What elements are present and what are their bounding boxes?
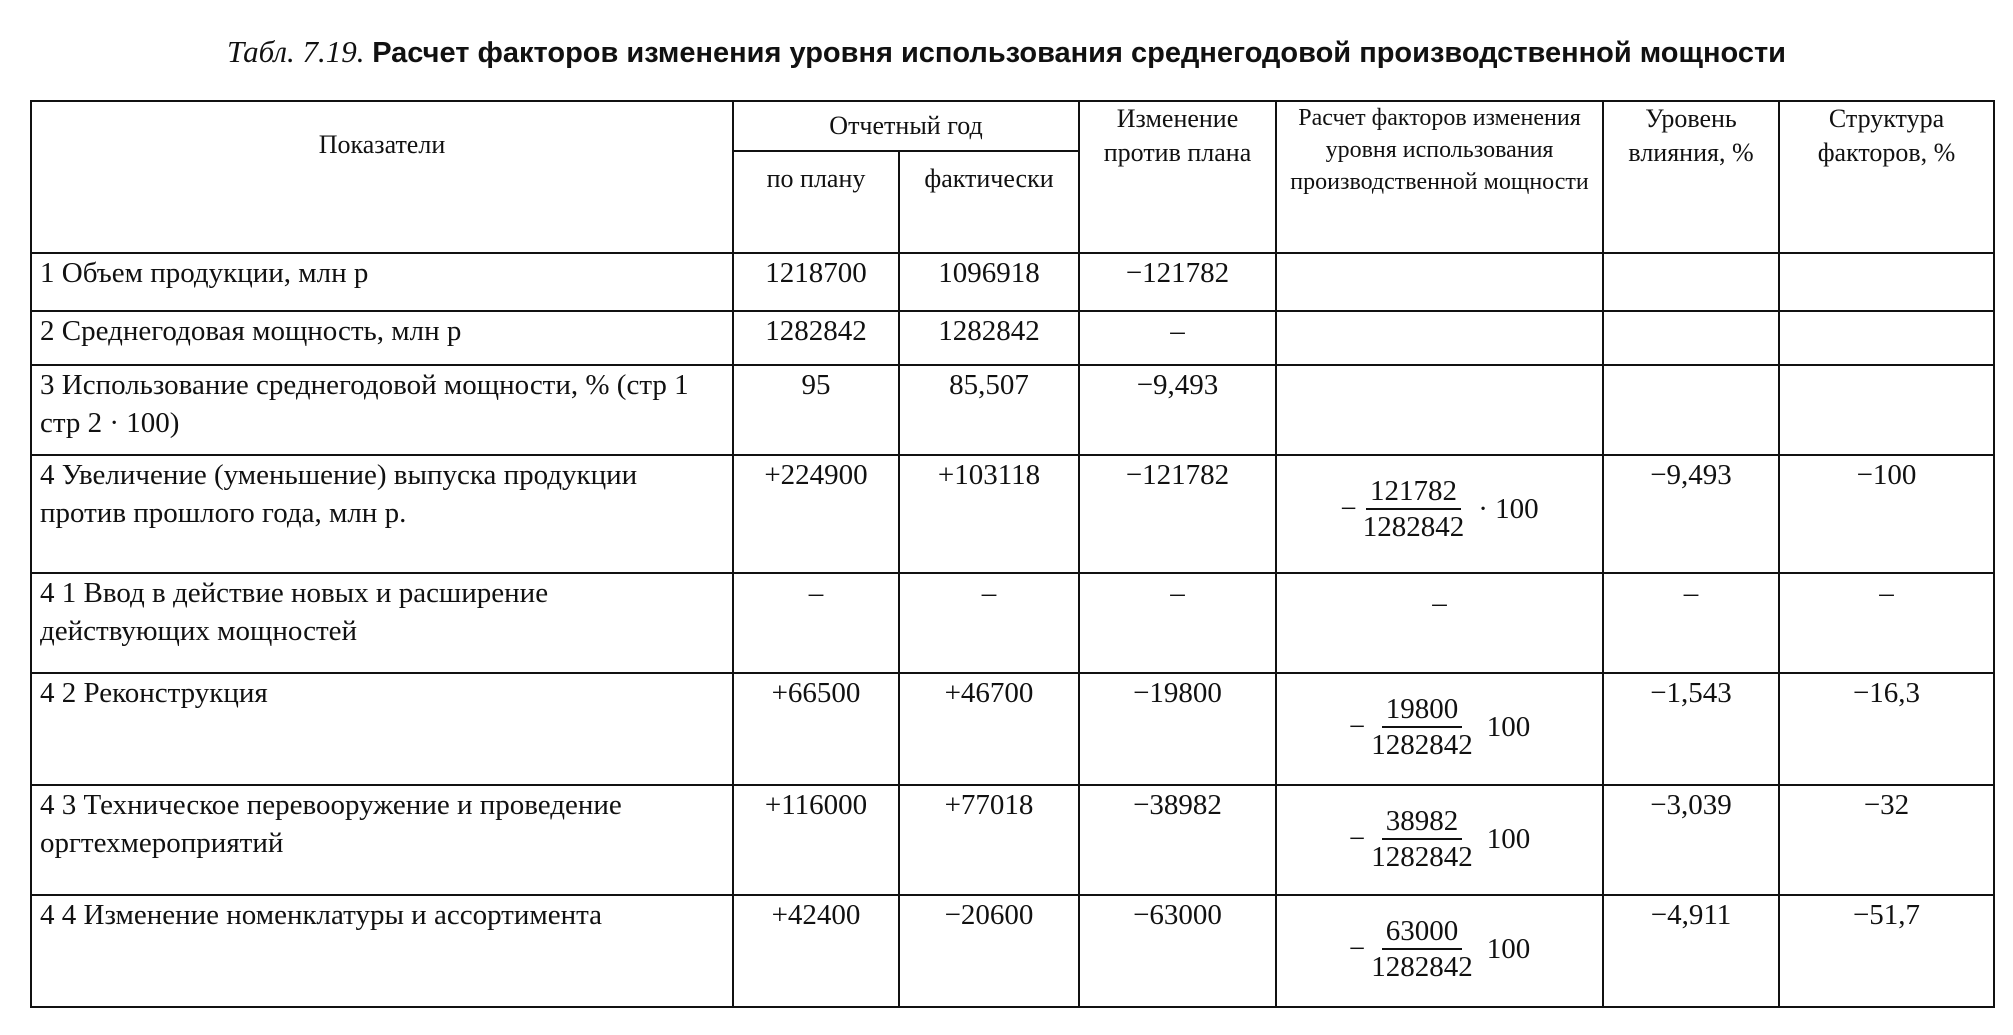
header-actual: фактически <box>899 151 1079 253</box>
row-label: 2 Среднегодовая мощность, млн р <box>31 311 733 365</box>
calc-formula <box>1276 455 1603 573</box>
fraction-numerator: 63000 <box>1382 914 1463 950</box>
actual-value: +77018 <box>899 785 1079 895</box>
row-label: 4 3 Техническое перевооружение и проведение оргтехмероприятий <box>31 785 733 895</box>
actual-value: 1096918 <box>899 253 1079 311</box>
header-structure: Структура факторов, % <box>1779 101 1994 253</box>
fraction-formula <box>1349 692 1530 762</box>
fraction-numerator: 38982 <box>1382 804 1463 840</box>
influence-value <box>1603 365 1779 455</box>
fraction-formula <box>1349 804 1530 874</box>
structure-value <box>1779 365 1994 455</box>
table-row <box>31 673 1994 785</box>
row-label: 4 1 Ввод в действие новых и расширение действующих мощностей <box>31 573 733 673</box>
header-influence: Уровень влияния, % <box>1603 101 1779 253</box>
structure-value: −16,3 <box>1779 673 1994 785</box>
calc-formula <box>1276 785 1603 895</box>
header-report-year: Отчетный год <box>733 101 1079 151</box>
calc-formula <box>1276 253 1603 311</box>
fraction-denominator: 1282842 <box>1371 951 1473 983</box>
header-indicators: Показатели <box>31 101 733 253</box>
fraction <box>1359 474 1469 544</box>
fraction-numerator: 19800 <box>1382 692 1463 728</box>
row-label: 4 4 Изменение номенклатуры и ассортимента <box>31 895 733 1007</box>
plan-value: +224900 <box>733 455 899 573</box>
actual-value: +46700 <box>899 673 1079 785</box>
structure-value: – <box>1779 573 1994 673</box>
influence-value <box>1603 253 1779 311</box>
minus-sign: − <box>1340 493 1357 525</box>
structure-value: −32 <box>1779 785 1994 895</box>
change-value: – <box>1079 311 1276 365</box>
plan-value: +116000 <box>733 785 899 895</box>
fraction-denominator: 1282842 <box>1371 841 1473 873</box>
table-row <box>31 311 1994 365</box>
header-change: Изменение против плана <box>1079 101 1276 253</box>
fraction <box>1367 914 1477 984</box>
minus-sign: − <box>1348 933 1366 965</box>
multiplier: 100 <box>1486 711 1531 743</box>
table-title <box>0 32 2013 73</box>
plan-value: +42400 <box>733 895 899 1007</box>
influence-value: −3,039 <box>1603 785 1779 895</box>
plan-value: 95 <box>733 365 899 455</box>
plan-value: +66500 <box>733 673 899 785</box>
minus-sign: − <box>1348 711 1366 743</box>
actual-value: −20600 <box>899 895 1079 1007</box>
table-row <box>31 455 1994 573</box>
influence-value <box>1603 311 1779 365</box>
factor-table <box>30 100 1995 1008</box>
influence-value: −4,911 <box>1603 895 1779 1007</box>
row-label: 4 2 Реконструкция <box>31 673 733 785</box>
multiplier: · 100 <box>1478 493 1539 525</box>
table-caption: Расчет факторов изменения уровня использования среднегодовой производственной мощности <box>372 37 1786 69</box>
fraction <box>1367 804 1477 874</box>
change-value: −38982 <box>1079 785 1276 895</box>
multiplier: 100 <box>1486 933 1531 965</box>
actual-value: 1282842 <box>899 311 1079 365</box>
calc-formula <box>1276 311 1603 365</box>
minus-sign: − <box>1348 823 1366 855</box>
plan-value: 1218700 <box>733 253 899 311</box>
table-row <box>31 253 1994 311</box>
header-plan: по плану <box>733 151 899 253</box>
multiplier: 100 <box>1486 823 1531 855</box>
plan-value: – <box>733 573 899 673</box>
actual-value: 85,507 <box>899 365 1079 455</box>
calc-formula <box>1276 895 1603 1007</box>
row-label: 3 Использование среднегодовой мощности, % (стр 1 стр 2 · 100) <box>31 365 733 455</box>
change-value: −9,493 <box>1079 365 1276 455</box>
fraction-denominator: 1282842 <box>1362 511 1465 543</box>
table-row <box>31 895 1994 1007</box>
calc-formula <box>1276 673 1603 785</box>
fraction-formula <box>1349 914 1530 984</box>
influence-value: −1,543 <box>1603 673 1779 785</box>
fraction-numerator: 121782 <box>1366 474 1461 510</box>
header-calc: Расчет факторов изменения уровня использования производственной мощности <box>1276 101 1603 253</box>
structure-value <box>1779 311 1994 365</box>
influence-value: – <box>1603 573 1779 673</box>
fraction <box>1367 692 1477 762</box>
actual-value: – <box>899 573 1079 673</box>
calc-formula <box>1276 365 1603 455</box>
table-row <box>31 785 1994 895</box>
influence-value: −9,493 <box>1603 455 1779 573</box>
row-label: 4 Увеличение (уменьшение) выпуска продукции против прошлого года, млн р. <box>31 455 733 573</box>
change-value: −19800 <box>1079 673 1276 785</box>
change-value: −121782 <box>1079 253 1276 311</box>
table-body <box>31 253 1994 1007</box>
plan-value: 1282842 <box>733 311 899 365</box>
change-value: – <box>1079 573 1276 673</box>
fraction-denominator: 1282842 <box>1371 729 1473 761</box>
table-number: Табл. 7.19. <box>227 34 365 69</box>
structure-value: −100 <box>1779 455 1994 573</box>
table-row <box>31 573 1994 673</box>
calc-formula: – <box>1276 573 1603 673</box>
actual-value: +103118 <box>899 455 1079 573</box>
structure-value: −51,7 <box>1779 895 1994 1007</box>
fraction-formula <box>1340 474 1538 544</box>
change-value: −63000 <box>1079 895 1276 1007</box>
change-value: −121782 <box>1079 455 1276 573</box>
structure-value <box>1779 253 1994 311</box>
row-label: 1 Объем продукции, млн р <box>31 253 733 311</box>
table-row <box>31 365 1994 455</box>
